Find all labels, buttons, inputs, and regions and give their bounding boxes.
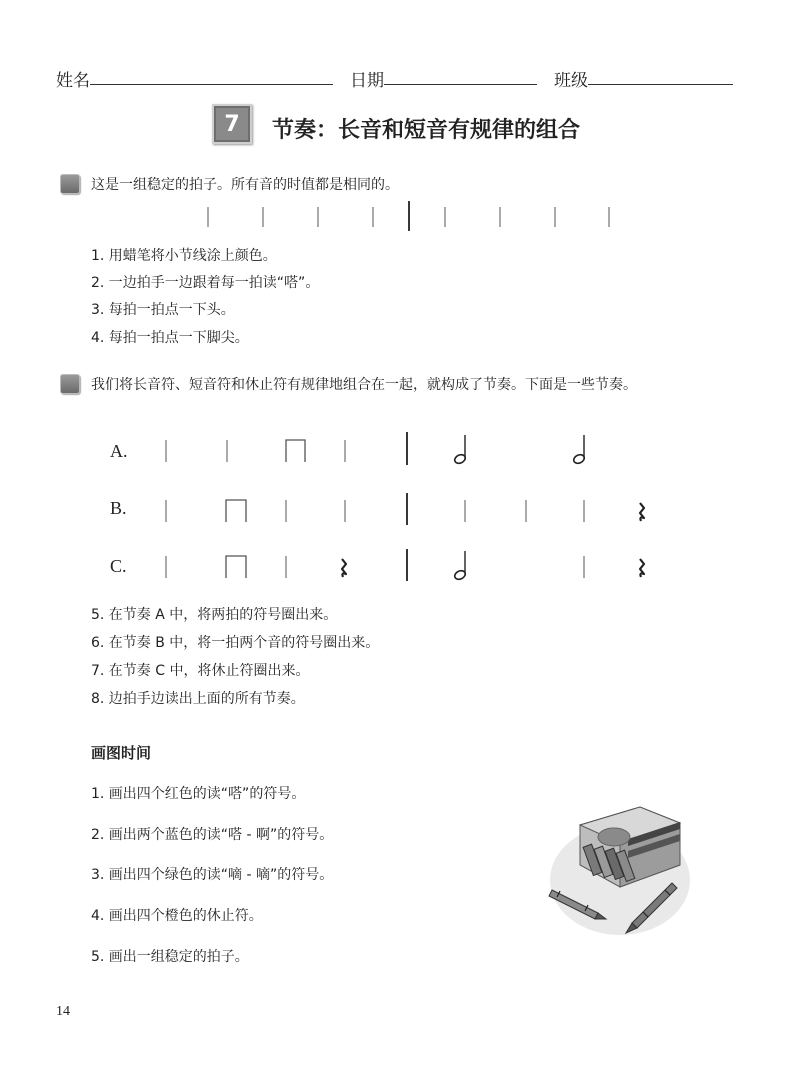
lesson-number-badge: 7 <box>212 104 252 144</box>
section-icon <box>60 374 80 394</box>
rhythm-label-b: B. <box>110 498 127 518</box>
list-item: 5. 在节奏 A 中，将两拍的符号圈出来。 <box>91 607 338 623</box>
list-item: 6. 在节奏 B 中，将一拍两个音的符号圈出来。 <box>91 635 380 651</box>
rhythm-examples <box>0 425 800 590</box>
quarter-rest <box>342 559 346 577</box>
half-note <box>453 435 466 465</box>
class-field[interactable] <box>588 84 733 85</box>
section2-intro: 我们将长音符、短音符和休止符有规律地组合在一起，就构成了节奏。下面是一些节奏。 <box>91 377 637 393</box>
list-item: 5. 画出一组稳定的拍子。 <box>91 949 249 965</box>
eighth-note-pair <box>226 500 246 522</box>
page-title: 节奏：长音和短音有规律的组合 <box>272 118 581 143</box>
half-note <box>572 435 585 465</box>
list-item: 2. 一边拍手一边跟着每一拍读“嗒”。 <box>91 275 320 291</box>
list-item: 7. 在节奏 C 中，将休止符圈出来。 <box>91 663 310 679</box>
list-item: 2. 画出两个蓝色的读“嗒 - 啊”的符号。 <box>91 827 334 843</box>
name-label: 姓名 <box>56 71 90 91</box>
crayon-box-icon <box>540 795 700 945</box>
list-item: 8. 边拍手边读出上面的所有节奏。 <box>91 691 305 707</box>
half-note <box>453 551 466 581</box>
list-item: 3. 每拍一拍点一下头。 <box>91 302 235 318</box>
eighth-note-pair <box>226 556 246 578</box>
rhythm-label-a: A. <box>110 441 128 461</box>
rhythm-label-c: C. <box>110 556 127 576</box>
quarter-rest <box>640 559 644 577</box>
list-item: 4. 每拍一拍点一下脚尖。 <box>91 330 249 346</box>
name-field[interactable] <box>90 84 333 85</box>
eighth-note-pair <box>286 440 305 462</box>
page-number: 14 <box>56 1004 70 1019</box>
list-item: 1. 用蜡笔将小节线涂上颜色。 <box>91 248 277 264</box>
list-item: 1. 画出四个红色的读“嗒”的符号。 <box>91 786 306 802</box>
date-field[interactable] <box>384 84 537 85</box>
drawing-heading: 画图时间 <box>91 744 152 762</box>
date-label: 日期 <box>350 71 384 91</box>
list-item: 4. 画出四个橙色的休止符。 <box>91 908 263 924</box>
steady-beat-staff <box>0 195 800 240</box>
class-label: 班级 <box>554 71 588 91</box>
section1-intro: 这是一组稳定的拍子。所有音的时值都是相同的。 <box>91 177 399 193</box>
section-icon <box>60 174 80 194</box>
quarter-rest <box>640 503 644 521</box>
list-item: 3. 画出四个绿色的读“嘀 - 嘀”的符号。 <box>91 867 334 883</box>
